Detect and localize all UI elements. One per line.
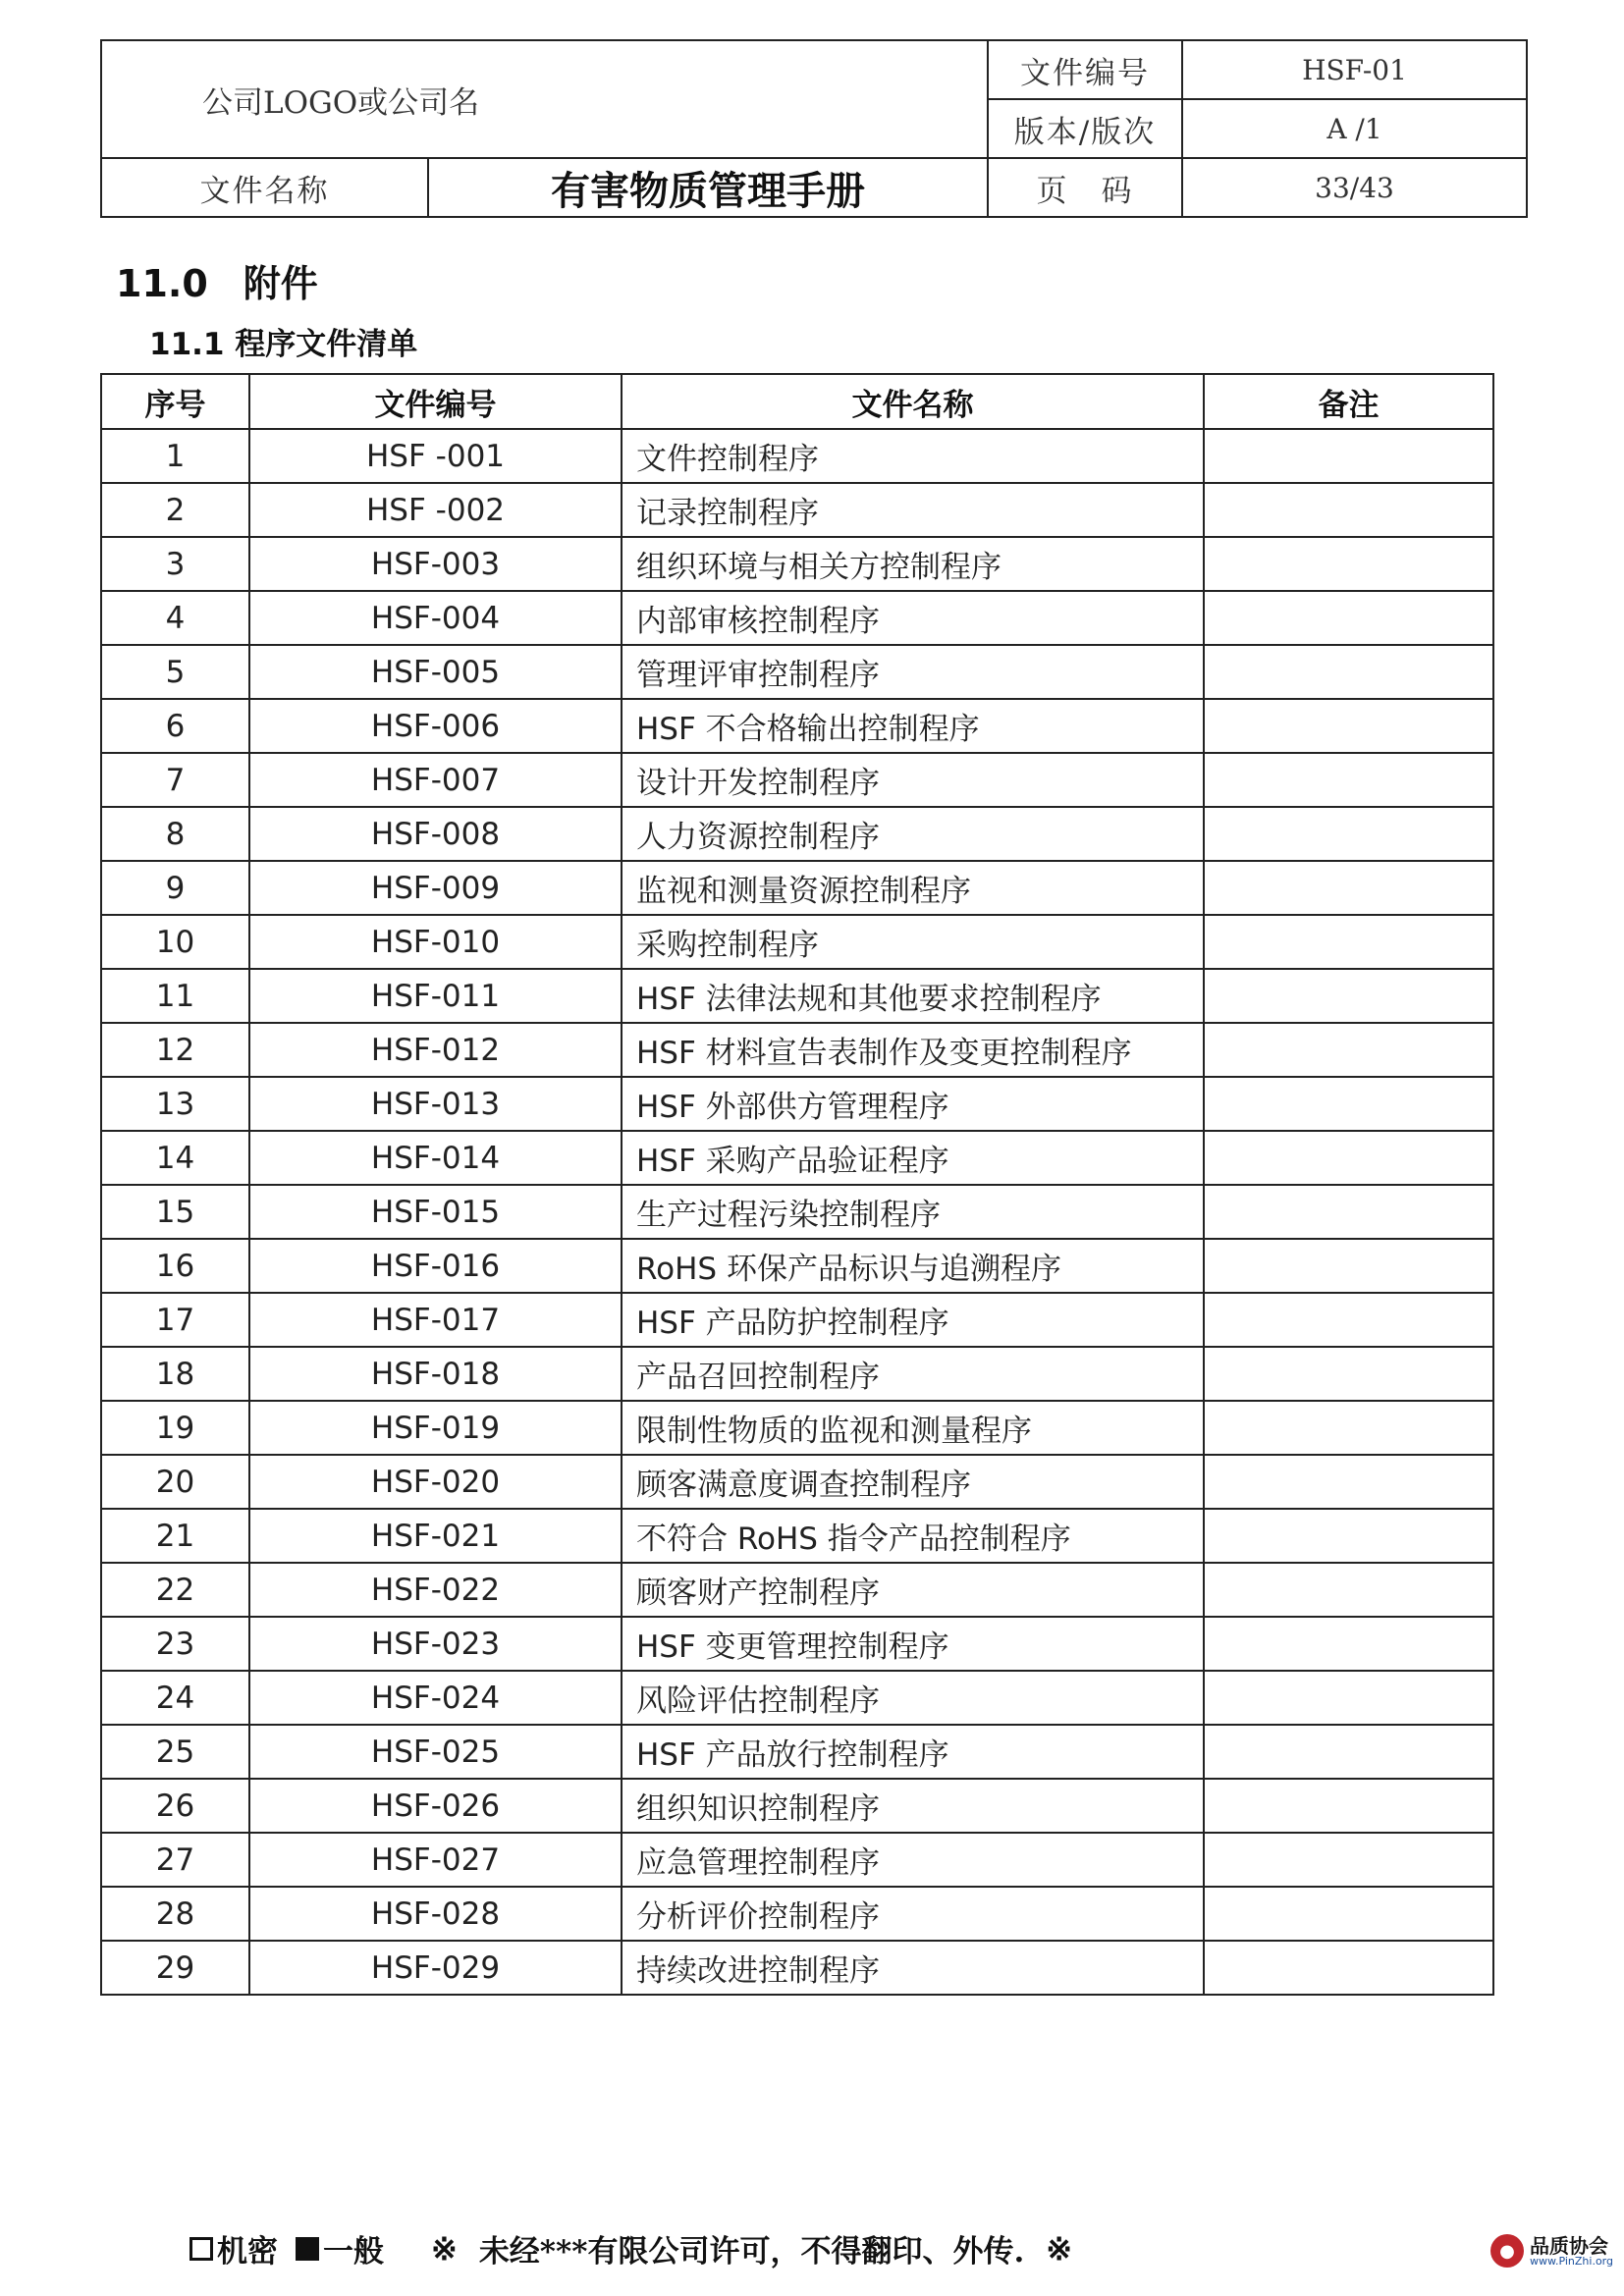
- row-number: 12: [101, 1023, 249, 1077]
- table-row: [101, 483, 1493, 537]
- row-number: 9: [101, 861, 249, 915]
- file-name-label: 文件名称: [101, 158, 428, 217]
- table-header-row: [101, 374, 1493, 429]
- row-note: [1204, 1563, 1493, 1617]
- row-note: [1204, 1941, 1493, 1995]
- row-doc-code: HSF-014: [249, 1131, 622, 1185]
- row-doc-code: HSF-021: [249, 1509, 622, 1563]
- table-row: [101, 591, 1493, 645]
- row-doc-code: HSF-019: [249, 1401, 622, 1455]
- row-note: [1204, 1023, 1493, 1077]
- row-doc-code: HSF-018: [249, 1347, 622, 1401]
- row-doc-code: HSF-012: [249, 1023, 622, 1077]
- row-note: [1204, 1347, 1493, 1401]
- row-doc-name: 管理评审控制程序: [622, 645, 1204, 699]
- row-number: 3: [101, 537, 249, 591]
- table-row: [101, 1455, 1493, 1509]
- table-row: [101, 1779, 1493, 1833]
- row-note: [1204, 1293, 1493, 1347]
- row-number: 2: [101, 483, 249, 537]
- row-doc-name: HSF 材料宣告表制作及变更控制程序: [622, 1023, 1204, 1077]
- watermark-title: 品质协会: [1530, 2233, 1608, 2258]
- table-row: [101, 1833, 1493, 1887]
- version-value: A /1: [1182, 99, 1527, 158]
- reference-mark-icon: ※: [431, 2229, 458, 2268]
- row-doc-code: HSF-007: [249, 753, 622, 807]
- row-doc-name: HSF 不合格输出控制程序: [622, 699, 1204, 753]
- row-doc-name: 监视和测量资源控制程序: [622, 861, 1204, 915]
- row-note: [1204, 483, 1493, 537]
- row-number: 21: [101, 1509, 249, 1563]
- row-number: 20: [101, 1455, 249, 1509]
- row-doc-code: HSF-016: [249, 1239, 622, 1293]
- row-note: [1204, 1077, 1493, 1131]
- table-row: [101, 1401, 1493, 1455]
- row-doc-name: 分析评价控制程序: [622, 1887, 1204, 1941]
- section-number: 11.0: [116, 262, 208, 305]
- row-doc-name: 产品召回控制程序: [622, 1347, 1204, 1401]
- row-note: [1204, 1779, 1493, 1833]
- row-number: 8: [101, 807, 249, 861]
- row-doc-name: 顾客满意度调查控制程序: [622, 1455, 1204, 1509]
- procedure-list-table: [100, 373, 1494, 1996]
- row-doc-code: HSF-029: [249, 1941, 622, 1995]
- row-number: 13: [101, 1077, 249, 1131]
- row-doc-code: HSF-028: [249, 1887, 622, 1941]
- table-row: [101, 807, 1493, 861]
- row-doc-code: HSF-005: [249, 645, 622, 699]
- row-doc-code: HSF -001: [249, 429, 622, 483]
- column-header-no: 序号: [101, 374, 249, 429]
- table-row: [101, 537, 1493, 591]
- row-note: [1204, 861, 1493, 915]
- row-number: 6: [101, 699, 249, 753]
- table-row: [101, 1185, 1493, 1239]
- row-doc-code: HSF-022: [249, 1563, 622, 1617]
- row-note: [1204, 915, 1493, 969]
- row-note: [1204, 1509, 1493, 1563]
- doc-number-label: 文件编号: [988, 40, 1182, 99]
- row-number: 17: [101, 1293, 249, 1347]
- document-header: [100, 39, 1528, 218]
- row-doc-name: 采购控制程序: [622, 915, 1204, 969]
- table-row: [101, 915, 1493, 969]
- column-header-code: 文件编号: [249, 374, 622, 429]
- table-row: [101, 753, 1493, 807]
- table-row: [101, 1617, 1493, 1671]
- copyright-notice: 未经***有限公司许可，不得翻印、外传.: [478, 2234, 1025, 2269]
- table-row: [101, 1509, 1493, 1563]
- watermark-url: www.PinZhi.org: [1530, 2254, 1613, 2268]
- confidential-label: 机密: [217, 2234, 278, 2269]
- row-note: [1204, 699, 1493, 753]
- row-number: 16: [101, 1239, 249, 1293]
- row-note: [1204, 1617, 1493, 1671]
- row-doc-name: RoHS 环保产品标识与追溯程序: [622, 1239, 1204, 1293]
- table-row: [101, 1077, 1493, 1131]
- table-row: [101, 1887, 1493, 1941]
- row-note: [1204, 1833, 1493, 1887]
- subsection-heading: 11.1 程序文件清单: [149, 327, 418, 362]
- table-row: [101, 1023, 1493, 1077]
- table-row: [101, 1239, 1493, 1293]
- row-number: 18: [101, 1347, 249, 1401]
- table-row: [101, 1131, 1493, 1185]
- row-note: [1204, 1671, 1493, 1725]
- row-doc-name: 组织环境与相关方控制程序: [622, 537, 1204, 591]
- table-row: [101, 645, 1493, 699]
- table-row: [101, 861, 1493, 915]
- row-doc-code: HSF-004: [249, 591, 622, 645]
- row-doc-code: HSF-024: [249, 1671, 622, 1725]
- row-note: [1204, 1239, 1493, 1293]
- row-note: [1204, 1887, 1493, 1941]
- row-number: 7: [101, 753, 249, 807]
- row-doc-code: HSF-015: [249, 1185, 622, 1239]
- row-doc-code: HSF-026: [249, 1779, 622, 1833]
- row-note: [1204, 591, 1493, 645]
- row-number: 29: [101, 1941, 249, 1995]
- company-logo-placeholder: 公司LOGO或公司名: [101, 40, 988, 158]
- row-note: [1204, 537, 1493, 591]
- row-doc-code: HSF-025: [249, 1725, 622, 1779]
- confidentiality-footer: [189, 2226, 1072, 2270]
- row-doc-name: 风险评估控制程序: [622, 1671, 1204, 1725]
- row-number: 26: [101, 1779, 249, 1833]
- row-note: [1204, 753, 1493, 807]
- checkbox-filled-icon: [296, 2237, 319, 2261]
- document-title: 有害物质管理手册: [428, 158, 988, 217]
- row-note: [1204, 807, 1493, 861]
- row-doc-name: 文件控制程序: [622, 429, 1204, 483]
- reference-mark-icon: ※: [1046, 2229, 1073, 2268]
- row-note: [1204, 1185, 1493, 1239]
- section-title: 附件: [243, 262, 318, 305]
- watermark-logo-icon: ●: [1490, 2234, 1524, 2268]
- doc-number-value: HSF-01: [1182, 40, 1527, 99]
- row-number: 24: [101, 1671, 249, 1725]
- row-doc-name: 应急管理控制程序: [622, 1833, 1204, 1887]
- row-note: [1204, 1401, 1493, 1455]
- row-number: 4: [101, 591, 249, 645]
- version-label: 版本/版次: [988, 99, 1182, 158]
- table-row: [101, 969, 1493, 1023]
- row-doc-name: HSF 产品防护控制程序: [622, 1293, 1204, 1347]
- row-number: 10: [101, 915, 249, 969]
- row-doc-name: 组织知识控制程序: [622, 1779, 1204, 1833]
- row-doc-name: HSF 外部供方管理程序: [622, 1077, 1204, 1131]
- table-row: [101, 699, 1493, 753]
- table-row: [101, 1347, 1493, 1401]
- row-doc-name: HSF 变更管理控制程序: [622, 1617, 1204, 1671]
- row-number: 25: [101, 1725, 249, 1779]
- row-number: 5: [101, 645, 249, 699]
- row-number: 28: [101, 1887, 249, 1941]
- general-label: 一般: [323, 2234, 384, 2269]
- row-doc-name: HSF 产品放行控制程序: [622, 1725, 1204, 1779]
- row-doc-name: 内部审核控制程序: [622, 591, 1204, 645]
- row-number: 1: [101, 429, 249, 483]
- table-row: [101, 1671, 1493, 1725]
- section-heading: [116, 253, 318, 307]
- row-doc-name: 顾客财产控制程序: [622, 1563, 1204, 1617]
- row-note: [1204, 1725, 1493, 1779]
- row-doc-name: 人力资源控制程序: [622, 807, 1204, 861]
- row-number: 19: [101, 1401, 249, 1455]
- table-row: [101, 429, 1493, 483]
- row-doc-code: HSF-003: [249, 537, 622, 591]
- row-note: [1204, 969, 1493, 1023]
- row-doc-code: HSF-023: [249, 1617, 622, 1671]
- row-doc-name: HSF 法律法规和其他要求控制程序: [622, 969, 1204, 1023]
- column-header-note: 备注: [1204, 374, 1493, 429]
- row-doc-code: HSF-013: [249, 1077, 622, 1131]
- row-doc-name: 不符合 RoHS 指令产品控制程序: [622, 1509, 1204, 1563]
- row-doc-name: 限制性物质的监视和测量程序: [622, 1401, 1204, 1455]
- page-number-value: 33/43: [1182, 158, 1527, 217]
- row-note: [1204, 1455, 1493, 1509]
- row-number: 22: [101, 1563, 249, 1617]
- row-number: 23: [101, 1617, 249, 1671]
- row-doc-code: HSF-020: [249, 1455, 622, 1509]
- row-doc-code: HSF -002: [249, 483, 622, 537]
- table-row: [101, 1563, 1493, 1617]
- row-note: [1204, 1131, 1493, 1185]
- row-doc-name: 持续改进控制程序: [622, 1941, 1204, 1995]
- row-doc-name: 记录控制程序: [622, 483, 1204, 537]
- row-doc-code: HSF-011: [249, 969, 622, 1023]
- row-doc-name: 生产过程污染控制程序: [622, 1185, 1204, 1239]
- checkbox-empty-icon: [189, 2237, 213, 2261]
- row-doc-code: HSF-006: [249, 699, 622, 753]
- row-doc-code: HSF-008: [249, 807, 622, 861]
- table-row: [101, 1293, 1493, 1347]
- table-row: [101, 1725, 1493, 1779]
- row-number: 15: [101, 1185, 249, 1239]
- page-label: 页 码: [988, 158, 1182, 217]
- watermark: [1490, 2234, 1613, 2268]
- row-number: 27: [101, 1833, 249, 1887]
- row-doc-name: 设计开发控制程序: [622, 753, 1204, 807]
- row-doc-code: HSF-027: [249, 1833, 622, 1887]
- row-doc-code: HSF-017: [249, 1293, 622, 1347]
- row-doc-code: HSF-009: [249, 861, 622, 915]
- table-row: [101, 1941, 1493, 1995]
- row-number: 14: [101, 1131, 249, 1185]
- row-note: [1204, 429, 1493, 483]
- row-doc-code: HSF-010: [249, 915, 622, 969]
- row-doc-name: HSF 采购产品验证程序: [622, 1131, 1204, 1185]
- row-note: [1204, 645, 1493, 699]
- column-header-name: 文件名称: [622, 374, 1204, 429]
- row-number: 11: [101, 969, 249, 1023]
